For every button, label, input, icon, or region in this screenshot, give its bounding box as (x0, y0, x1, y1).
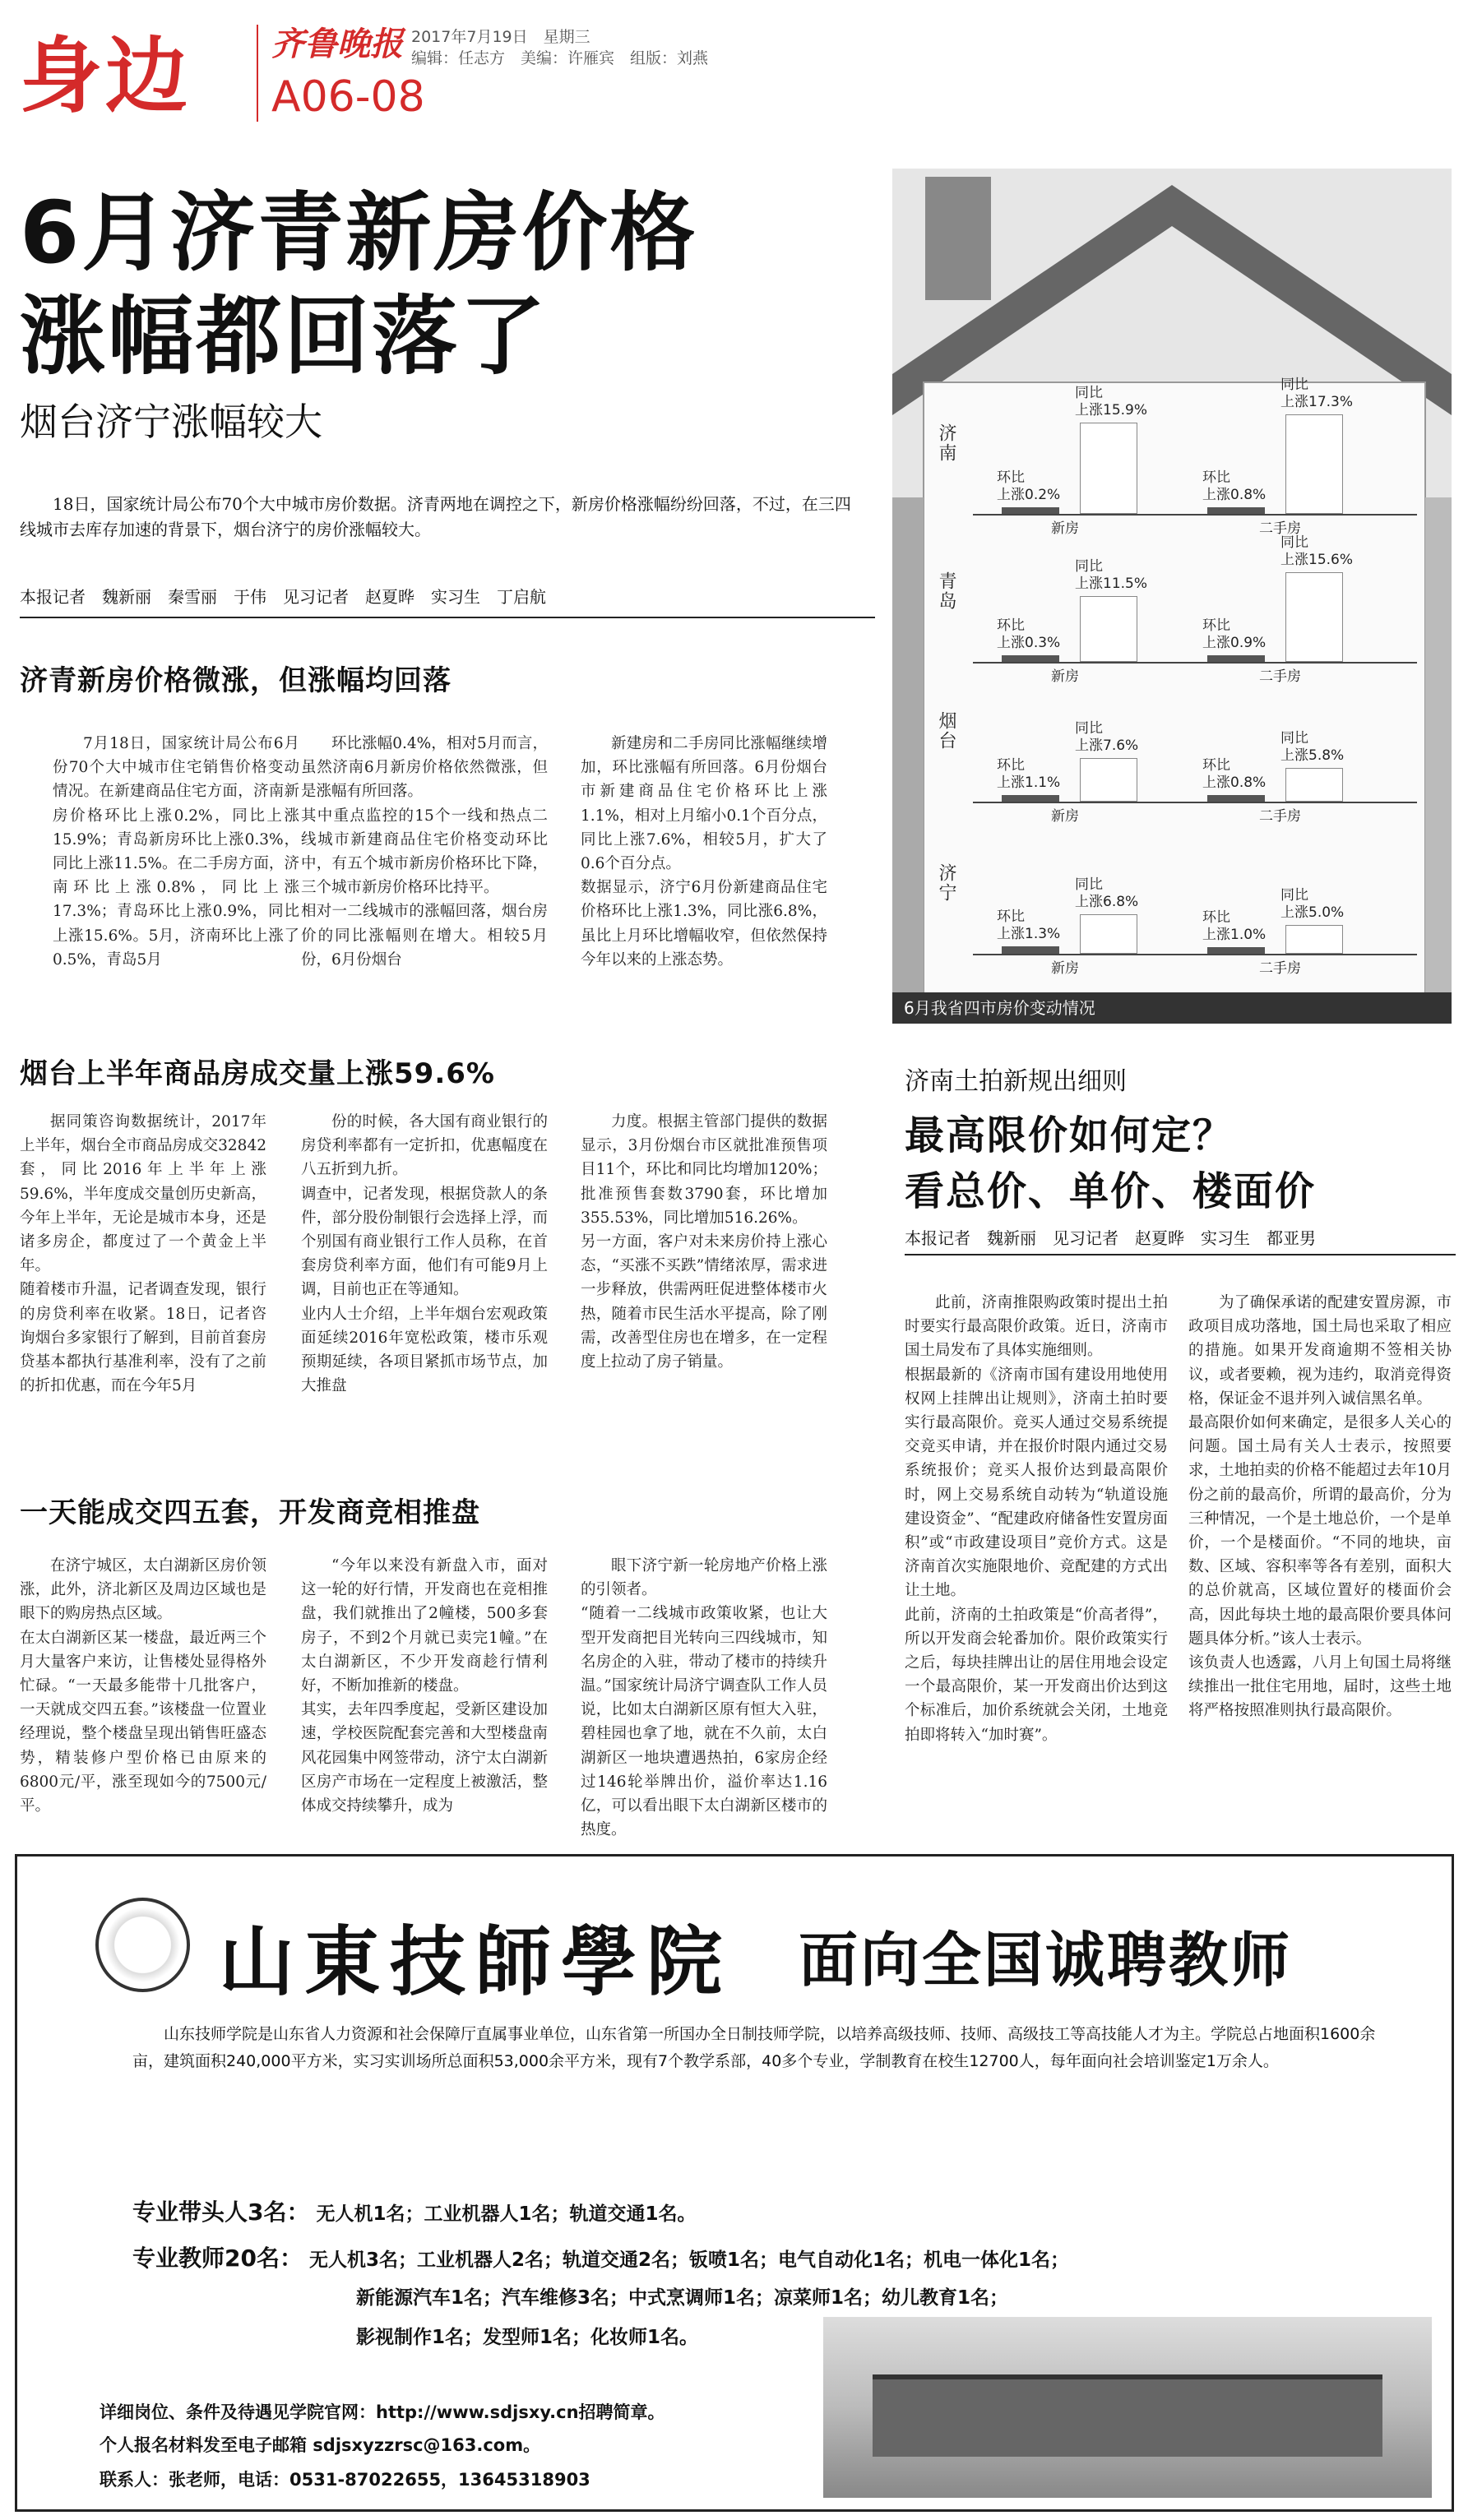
chart-bar-kind: 环比 (997, 469, 1025, 486)
page-number: A06-08 (271, 72, 425, 122)
headline-line-1: 6月济青新房价格 (20, 183, 698, 283)
teacher-jobs-label: 专业教师20名： (132, 2245, 303, 2272)
paragraph: 眼下济宁新一轮房地产价格上涨的引领者。 “随着一二线城市政策收紧，也让大型开发商把目光转向三四线城市，知名房企的入驻，带动了楼市的持续升温。”国家统计局济宁调查队工作人员说，比如太白湖新区原有恒大入驻，碧桂园也拿了地，就在不久前，太白湖新区一地块遭遇热拍，6家房企经过146轮举牌出价，溢价率达1.16亿，可以看出眼下太白湖新区楼市的热度。 (581, 1557, 827, 1839)
chart-caption: 6月我省四市房价变动情况 (892, 992, 1452, 1024)
teacher-jobs-line-3: 影视制作1名；发型师1名；化妆师1名。 (356, 2327, 699, 2348)
s3-col-2 (301, 1554, 548, 1818)
paragraph: 据同策咨询数据统计，2017年上半年，烟台全市商品房成交32842套，同比2016年上半年上涨59.6%，半年度成交量创历史新高，今年上半年，无论是城市本身，还是诸多房企，都度过了一个黄金上半年。 随着楼市升温，记者调查发现，银行的房贷利率在收紧。18日，记者咨询烟台多家银行了解到，目前首套房贷基本都执行基准利率，没有了之前的折扣优惠，而在今年5月 (20, 1113, 266, 1395)
chart-bar-value: 上涨6.8% (1075, 894, 1139, 911)
chart-bar-kind: 环比 (1202, 909, 1230, 926)
ad-email: 个人报名材料发至电子邮箱 sdjsxyzzrsc@163.com。 (100, 2435, 541, 2455)
chart-bar-value: 上涨17.3% (1280, 393, 1354, 410)
chart-row (924, 534, 1425, 695)
chart-bar-kind: 同比 (1280, 887, 1308, 904)
masthead-divider (257, 25, 258, 122)
teacher-jobs-row (132, 2240, 1069, 2279)
section-title: 身边 (20, 28, 191, 124)
chart-bar-kind: 同比 (1075, 876, 1103, 894)
side-kicker: 济南土拍新规出细则 (905, 1067, 1127, 1096)
chart-bar (1207, 795, 1265, 802)
chart-bar-label (1075, 558, 1147, 593)
chart-bar-value: 上涨0.9% (1202, 635, 1267, 651)
chart-bar-value: 上涨0.3% (997, 635, 1061, 651)
chart-bar-label (1202, 757, 1266, 792)
chart-bar-kind: 同比 (1280, 730, 1308, 747)
school-seal-icon (95, 1898, 190, 1992)
chart-bar-kind: 同比 (1280, 534, 1308, 551)
chart-bar-value: 上涨0.8% (1202, 487, 1267, 503)
chart-bar (1207, 947, 1265, 954)
chart-bar-kind: 同比 (1075, 557, 1103, 575)
side-byline: 本报记者 魏新丽 见习记者 赵夏晔 实习生 都亚男 (905, 1228, 1316, 1248)
campus-photo (823, 2317, 1432, 2498)
divider (905, 1254, 1456, 1255)
x-label-new: 新房 (1051, 520, 1079, 537)
city-label: 济南 (936, 423, 956, 463)
chart-bar (1002, 946, 1059, 954)
chart-bar (1207, 655, 1265, 662)
side-title-1: 最高限价如何定？ (905, 1112, 1234, 1158)
issue-date: 2017年7月19日 星期三 (411, 28, 590, 46)
chart-bar-value: 上涨15.6% (1280, 551, 1354, 568)
city-label: 烟台 (936, 711, 956, 751)
chart-bar-label (1280, 534, 1353, 569)
chart-bar (1285, 768, 1343, 802)
section-heading-1: 济青新房价格微涨，但涨幅均回落 (20, 664, 452, 697)
chart-bar-label (1280, 887, 1344, 922)
lead-jobs-row (132, 2194, 697, 2233)
x-label-second: 二手房 (1259, 668, 1301, 685)
paragraph: 新建房和二手房同比涨幅继续增加，环比涨幅有所回落。6月份烟台市新建商品住宅价格环比上涨1.1%，相对上月缩小0.1个百分点，同比上涨7.6%，相较5月，扩大了0.6个百分点。 数据显示，济宁6月份新建商品住宅价格环比上涨1.3%，同比涨6.8%，虽比上月环比增幅收窄，但依然保持今年以来的上涨态势。 (581, 735, 827, 969)
chart-bar-value: 上涨7.6% (1075, 737, 1139, 754)
ad-slogan: 面向全国诚聘教师 (799, 1926, 1293, 1995)
chart-row (924, 678, 1425, 835)
lead-jobs-label: 专业带头人3名： (132, 2199, 310, 2226)
chart-bar-kind: 同比 (1280, 376, 1308, 393)
x-label-new: 新房 (1051, 668, 1079, 685)
ad-detail: 详细岗位、条件及待遇见学院官网：http://www.sdjsxy.cn招聘简章。 (100, 2402, 665, 2422)
chart-bar-label (997, 757, 1060, 792)
chart-bar (1080, 914, 1137, 954)
chart-bar-kind: 环比 (1202, 469, 1230, 486)
masthead (0, 0, 1468, 144)
chart-bar (1002, 795, 1059, 802)
s3-col-3 (581, 1554, 827, 1842)
chart-bar-value: 上涨11.5% (1075, 575, 1148, 592)
city-label: 青岛 (936, 571, 956, 611)
chart-bar-kind: 环比 (1202, 617, 1230, 634)
side-title-2: 看总价、单价、楼面价 (905, 1168, 1317, 1214)
chart-bar-kind: 环比 (997, 617, 1025, 634)
chart-bar (1285, 572, 1343, 662)
chart-baseline (973, 514, 1417, 516)
paragraph: 在济宁城区，太白湖新区房价领涨，此外，济北新区及周边区域也是眼下的购房热点区域。 在太白湖新区某一楼盘，最近两三个月大量客户来访，让售楼处显得格外忙碌。“一天最多能带十几批客户，一天就成交四五套。”该楼盘一位置业经理说，整个楼盘呈现出销售旺盛态势，精装修户型价格已由原来的6800元/平，涨至现如今的7500元/平。 (20, 1557, 266, 1815)
side-col-2 (1188, 1291, 1452, 1723)
school-name: 山東技師學院 (219, 1917, 733, 2006)
s1-col-2 (301, 732, 548, 972)
paragraph: “今年以来没有新盘入市，面对这一轮的好行情，开发商也在竞相推盘，我们就推出了2幢楼，500多套房子，不到2个月就已卖完1幢。”在太白湖新区，不少开发商趁行情利好，不断加推新的楼盘。 其实，去年四季度起，受新区建设加速，学校医院配套完善和大型楼盘南风花园集中网签带动，济宁太白湖新区房产市场在一定程度上被激活，整体成交持续攀升，成为 (301, 1557, 548, 1815)
chart-bar-kind: 同比 (1075, 384, 1103, 401)
paper-logo: 齐鲁晚报 (271, 25, 403, 63)
paragraph: 力度。根据主管部门提供的数据显示，3月份烟台市区就批准预售项目11个，环比和同比均增加120%；批准预售套数3790套，环比增加355.53%，同比增加516.26%。 另一方面，客户对未来房价持上涨心态，“买涨不买跌”情绪浓厚，需求进一步释放，供需两旺促进整体楼市火热，随着市民生活水平提高，除了刚需，改善型住房也在增多，在一定程度上拉动了房子销量。 (581, 1113, 827, 1371)
x-label-second: 二手房 (1259, 520, 1301, 537)
chart-bar-label (997, 909, 1060, 943)
paragraph: 此前，济南推限购政策时提出土拍时要实行最高限价政策。近日，济南市国土局发布了具体实施细则。 根据最新的《济南市国有建设用地使用权网上挂牌出让规则》，济南土拍时要实行最高限价。竞买人通过交易系统提交竞买申请，并在报价时限内通过交易系统报价；竞买人报价达到最高限价时，网上交易系统自动转为“轨道设施建设资金”、“配建政府储备性安置房面积”或“市政建设项目”竞价方式。这是济南首次实施限地价、竞配建的方式出让土地。 此前，济南的土拍政策是“价高者得”，所以开发商会轮番加价。限价政策实行之后，每块挂牌出让的居住用地会设定一个最高限价，某一开发商出价达到这个标准后，加价系统就会关闭，土地竞拍即将转入“加时赛”。 (905, 1294, 1168, 1744)
chart-bar-kind: 环比 (997, 757, 1025, 774)
s2-col-3 (581, 1110, 827, 1374)
chart-bar-label (1075, 876, 1138, 911)
chart-bar-value: 上涨0.8% (1202, 774, 1267, 791)
chart-bar (1080, 596, 1137, 663)
chart-baseline (973, 662, 1417, 664)
teacher-jobs-list: 无人机3名；工业机器人2名；轨道交通2名；钣喷1名；电气自动化1名；机电一体化1名； (308, 2250, 1070, 2271)
chart-bar-value: 上涨1.1% (997, 774, 1061, 791)
main-headline (20, 181, 891, 449)
s2-col-1 (20, 1110, 266, 1398)
x-label-new: 新房 (1051, 960, 1079, 977)
chart-bar (1285, 414, 1343, 514)
chart-row (924, 830, 1425, 987)
city-label: 济宁 (936, 863, 956, 903)
s1-col-3 (581, 732, 827, 972)
paragraph: 环比涨幅0.4%，相对5月而言，虽然济南6月新房价格依然微涨，但是涨幅有所回落。 其中重点监控的15个一线和热点二线城市新建商品住宅价格变动环比中，有五个城市新房价格环比下降，三个城市新房价格环比持平。 相对一二线城市的涨幅回落，烟台房价的同比涨幅则在增大。相较5月份，6月份烟台 (301, 735, 548, 969)
chart-bar-label (1202, 469, 1266, 504)
chart-bar-value: 上涨0.2% (997, 487, 1061, 503)
chart-bar-kind: 同比 (1075, 719, 1103, 737)
chart-bar-kind: 环比 (997, 908, 1025, 925)
chart-bar (1080, 423, 1137, 514)
chart-baseline (973, 802, 1417, 803)
main-byline: 本报记者 魏新丽 秦雪丽 于伟 见习记者 赵夏晔 实习生 丁启航 (20, 587, 546, 607)
teacher-jobs-line-2: 新能源汽车1名；汽车维修3名；中式烹调师1名；凉菜师1名；幼儿教育1名； (356, 2287, 1009, 2309)
section-heading-3: 一天能成交四五套，开发商竞相推盘 (20, 1496, 480, 1529)
house-chart (892, 169, 1452, 1024)
recruitment-ad (15, 1854, 1454, 2512)
chart-bar-kind: 环比 (1202, 757, 1230, 774)
chart-bar-label (997, 617, 1060, 652)
side-col-1 (905, 1291, 1168, 1747)
chart-bar-label (1075, 720, 1138, 755)
chart-bar (1207, 507, 1265, 514)
editors-line: 编辑：任志方 美编：许雁宾 组版：刘燕 (411, 49, 709, 67)
section-heading-2: 烟台上半年商品房成交量上涨59.6% (20, 1057, 495, 1090)
s2-col-2 (301, 1110, 548, 1398)
x-label-second: 二手房 (1259, 808, 1301, 825)
chart-bar-value: 上涨1.3% (997, 925, 1061, 942)
chart-bar-value: 上涨15.9% (1075, 401, 1148, 418)
x-label-second: 二手房 (1259, 960, 1301, 977)
paragraph: 为了确保承诺的配建安置房源，市政项目成功落地，国土局也采取了相应的措施。如果开发商逾期不签相关协议，或者要赖，视为违约，取消竞得资格，保证金不退并列入诚信黑名单。 最高限价如何来确定，是很多人关心的问题。国土局有关人士表示，按照要求，土地拍卖的价格不能超过去年10月份之前的最高价，所谓的最高价，分为三种情况，一个是土地总价，一个是单价，一个是楼面价。“不同的地块，亩数、区域、容积率等各有差别，面积大的总价就高，区域位置好的楼面价会高，因此每块土地的最高限价要具体问题具体分析。”该人士表示。 该负责人也透露，八月上旬国土局将继续推出一批住宅用地，届时，这些土地将严格按照准则执行最高限价。 (1188, 1294, 1452, 1720)
chart-baseline (973, 954, 1417, 955)
s1-col-1 (53, 732, 299, 972)
chart-row (924, 376, 1425, 547)
chart-bar (1080, 758, 1137, 802)
ad-intro: 山东技师学院是山东省人力资源和社会保障厅直属事业单位，山东省第一所国办全日制技师学院，以培养高级技师、技师、高级技工等高技能人才为主。学院总占地面积1600余亩，建筑面积240,000平方米，实习实训场所总面积53,000余平方米，现有7个教学系部，40多个专业，学制教育在校生12700人，每年面向社会培训鉴定1万余人。 (132, 2025, 1376, 2070)
chart-bar-value: 上涨1.0% (1202, 927, 1267, 943)
chart-bar (1002, 655, 1059, 662)
chart-bar-label (1202, 909, 1266, 944)
headline-sub: 烟台济宁涨幅较大 (20, 400, 322, 444)
chart-bar-label (997, 469, 1060, 504)
chart-bar-label (1202, 617, 1266, 652)
x-label-new: 新房 (1051, 808, 1079, 825)
lead-paragraph: 18日，国家统计局公布70个大中城市房价数据。济青两地在调控之下，新房价格涨幅纷纷回落，不过，在三四线城市去库存加速的背景下，烟台济宁的房价涨幅较大。 (20, 494, 851, 539)
chart-bar-value: 上涨5.8% (1280, 747, 1345, 765)
lead-jobs-list: 无人机1名；工业机器人1名；轨道交通1名。 (316, 2203, 697, 2225)
s3-col-1 (20, 1554, 266, 1818)
paragraph: 份的时候，各大国有商业银行的房贷利率都有一定折扣，优惠幅度在八五折到九折。 调查中，记者发现，根据贷款人的条件，部分股份制银行会选择上浮，而个别国有商业银行工作人员称，在首套房贷利率方面，他们有可能9月上调，目前也正在等通知。 业内人士介绍，上半年烟台宏观政策面延续2016年宽松政策，楼市乐观预期延续，各项目紧抓市场节点，加大推盘 (301, 1113, 548, 1395)
divider (20, 617, 875, 618)
chart-bar-label (1280, 377, 1353, 411)
headline-line-2: 涨幅都回落了 (20, 286, 549, 386)
paragraph: 7月18日，国家统计局公布6月份70个大中城市住宅销售价格变动情况。在新建商品住宅方面，济南新房价格环比上涨0.2%，同比上涨15.9%；青岛新房环比上涨0.3%，同比上涨11.5%。在二手房方面，济南环比上涨0.8%，同比上涨17.3%；青岛环比上涨0.9%，同比上涨15.6%。5月，济南环比上涨了0.5%，青岛5月 (53, 735, 299, 969)
ad-contact: 联系人：张老师，电话：0531-87022655，13645318903 (100, 2470, 590, 2490)
chart-bar-value: 上涨5.0% (1280, 904, 1345, 921)
chart-bar (1002, 507, 1059, 514)
chart-bar-label (1280, 730, 1344, 765)
chart-bar-label (1075, 385, 1147, 419)
chart-bar (1285, 925, 1343, 954)
